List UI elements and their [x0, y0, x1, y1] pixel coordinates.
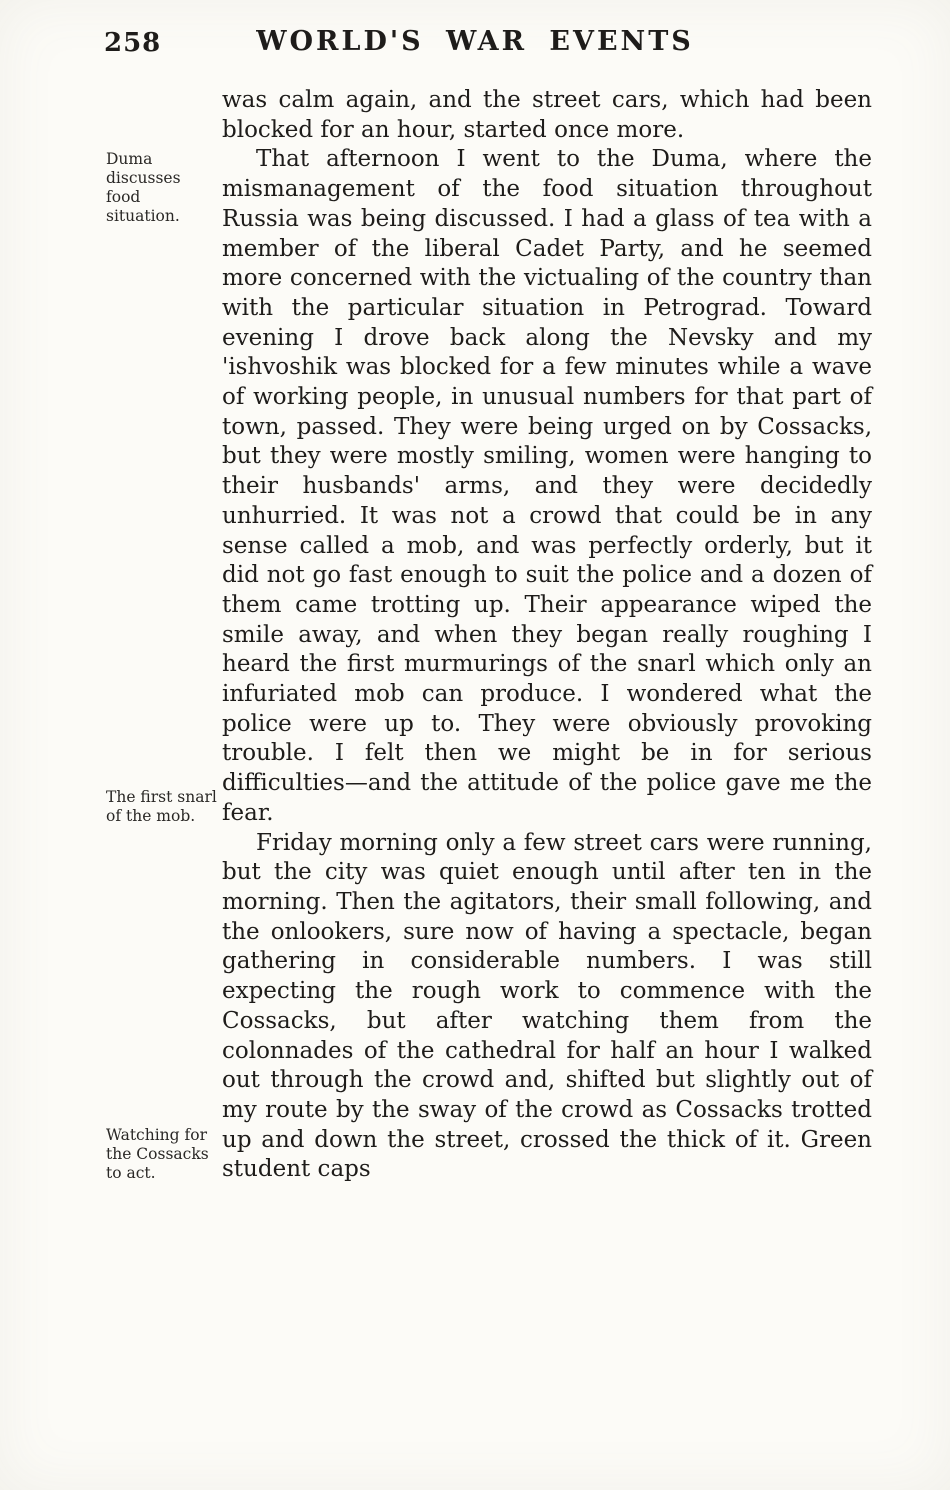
body-text	[222, 86, 872, 1185]
sidenote-duma-food: Duma discusses food situation.	[106, 150, 181, 225]
paragraph-friday-morning: Friday morning only a few street cars were running, but the city was quiet enough until after ten in the morning. Then the agitators, their small following, and the onlookers, sure now of having a spectacle, began gathering in considerable numbers. I was still expecting the rough work to commence with the Cossacks, but after watching them from the colonnades of the cathedral for half an hour I walked out through the crowd and, shifted but slightly out of my route by the sway of the crowd as Cossacks trotted up and down the street, crossed the thick of it. Green student caps	[222, 829, 872, 1183]
sidenote-first-snarl: The first snarl of the mob.	[106, 788, 217, 825]
page-number: 258	[104, 28, 162, 58]
paragraph-continuation: was calm again, and the street cars, which had been blocked for an hour, started once more.	[222, 87, 872, 143]
sidenote-watching-cossacks: Watching for the Cossacks to act.	[106, 1126, 209, 1182]
paragraph-duma-afternoon: That afternoon I went to the Duma, where the mismanagement of the food situation throughout Russia was being discussed. I had a glass of tea with a member of the liberal Cadet Party, and he seemed more concerned with the victualing of the country than with the particular situation in Petrograd. Toward evening I drove back along the Nevsky and my 'ishvoshik was blocked for a few minutes while a wave of working people, in unusual numbers for that part of town, passed. They were being urged on by Cossacks, but they were mostly smiling, women were hanging to their husbands' arms, and they were decidedly unhurried. It was not a crowd that could be in any sense called a mob, and was perfectly orderly, but it did not go fast enough to suit the police and a dozen of them came trotting up. Their appearance wiped the smile away, and when they began really roughing I heard the first murmurings of the snarl which only an infuriated mob can produce. I wondered what the police were up to. They were obviously provoking trouble. I felt then we might be in for serious difficulties—and the attitude of the police gave me the fear.	[222, 146, 872, 826]
running-header: WORLD'S WAR EVENTS	[256, 26, 694, 57]
